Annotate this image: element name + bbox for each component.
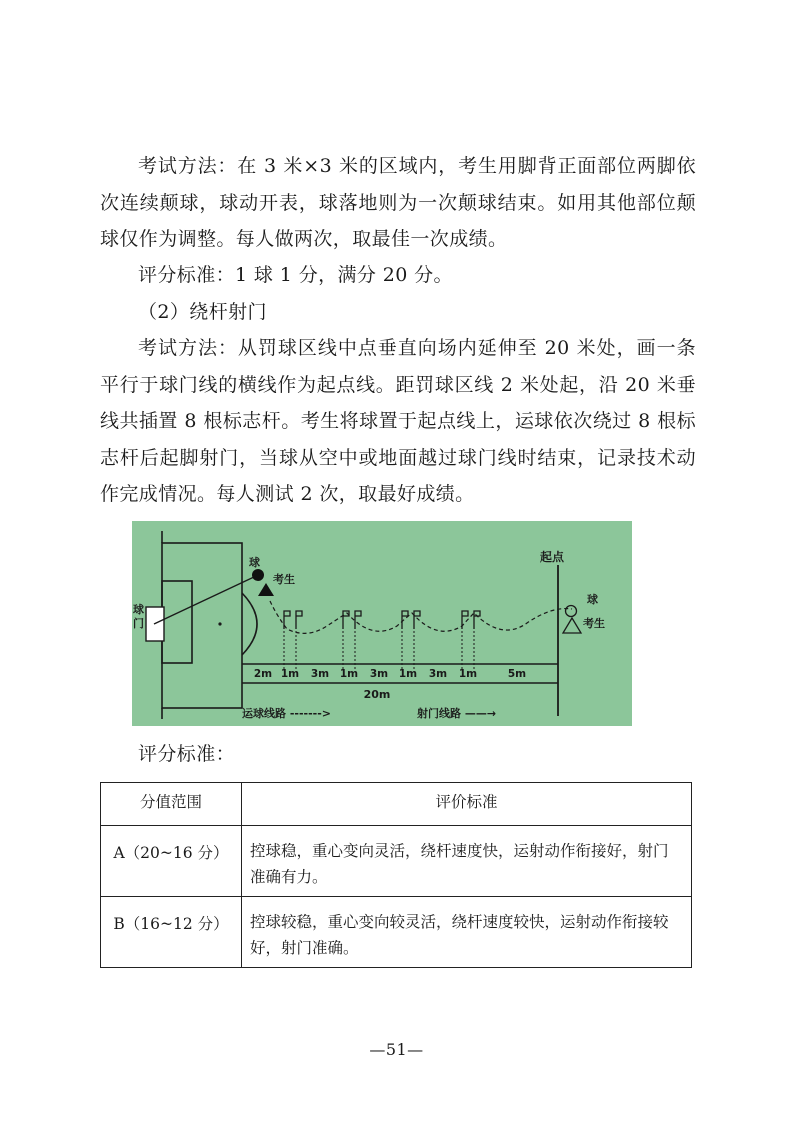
- header-range: 分值范围: [101, 783, 242, 826]
- method-paragraph-1: 考试方法：在 3 米×3 米的区域内，考生用脚背正面部位两脚依次连续颠球，球动开表，球落地则为一次颠球结束。如用其他部位颠球仅作为调整。每人做两次，取最佳一次成绩。: [100, 155, 696, 250]
- segment-label: 1m: [398, 668, 418, 680]
- section-heading-2: （2）绕杆射门: [138, 301, 267, 323]
- score-paragraph-2: 评分标准：: [138, 743, 236, 765]
- table-row: [101, 897, 692, 968]
- goal-label-char: 球: [133, 603, 144, 616]
- segment-label: 3m: [428, 668, 448, 680]
- legend-dribble: 运球线路 ------->: [242, 707, 332, 720]
- player-label-near: 考生: [273, 573, 295, 586]
- segment-label: 2m: [253, 668, 273, 680]
- slalom-shot-diagram: [132, 521, 632, 726]
- page-number: —51—: [369, 1040, 424, 1059]
- segment-label: 1m: [280, 668, 300, 680]
- ball-near-icon: [252, 569, 264, 581]
- range-cell: A（20~16 分）: [101, 826, 242, 897]
- goal-label-char: 门: [133, 617, 144, 630]
- start-label: 起点: [540, 550, 565, 564]
- penalty-spot: [218, 622, 221, 625]
- segment-label: 3m: [369, 668, 389, 680]
- table-row: [101, 826, 692, 897]
- criteria-cell: 控球稳，重心变向灵活，绕杆速度快，运射动作衔接好，射门准确有力。: [242, 826, 692, 897]
- score-paragraph-1: 评分标准：1 球 1 分，满分 20 分。: [138, 264, 453, 286]
- segment-label: 1m: [339, 668, 359, 680]
- total-label: 20m: [363, 688, 391, 701]
- player-label-start: 考生: [583, 617, 605, 630]
- segment-label: 1m: [458, 668, 478, 680]
- table-header-row: [101, 783, 692, 826]
- header-criteria: 评价标准: [242, 783, 692, 826]
- legend-shoot: 射门线路 ——→: [417, 707, 497, 720]
- range-cell: B（16~12 分）: [101, 897, 242, 968]
- method-paragraph-2: 考试方法：从罚球区线中点垂直向场内延伸至 20 米处，画一条平行于球门线的横线作为起点线。距罚球区线 2 米处起，沿 20 米垂线共插置 8 根标志杆。考生将球置于起点线上，运球依次绕过 8 根标志杆后起脚射门，当球从空中或地面越过球门线时结束，记录技术动作完成情况。每人测试 2 次，取最好成绩。: [100, 337, 696, 505]
- segment-label: 3m: [310, 668, 330, 680]
- ball-label-near: 球: [249, 556, 260, 569]
- segment-label: 5m: [507, 668, 527, 680]
- criteria-cell: 控球较稳，重心变向较灵活，绕杆速度较快，运射动作衔接较好，射门准确。: [242, 897, 692, 968]
- ball-label-start: 球: [587, 593, 598, 606]
- score-table: [100, 782, 692, 968]
